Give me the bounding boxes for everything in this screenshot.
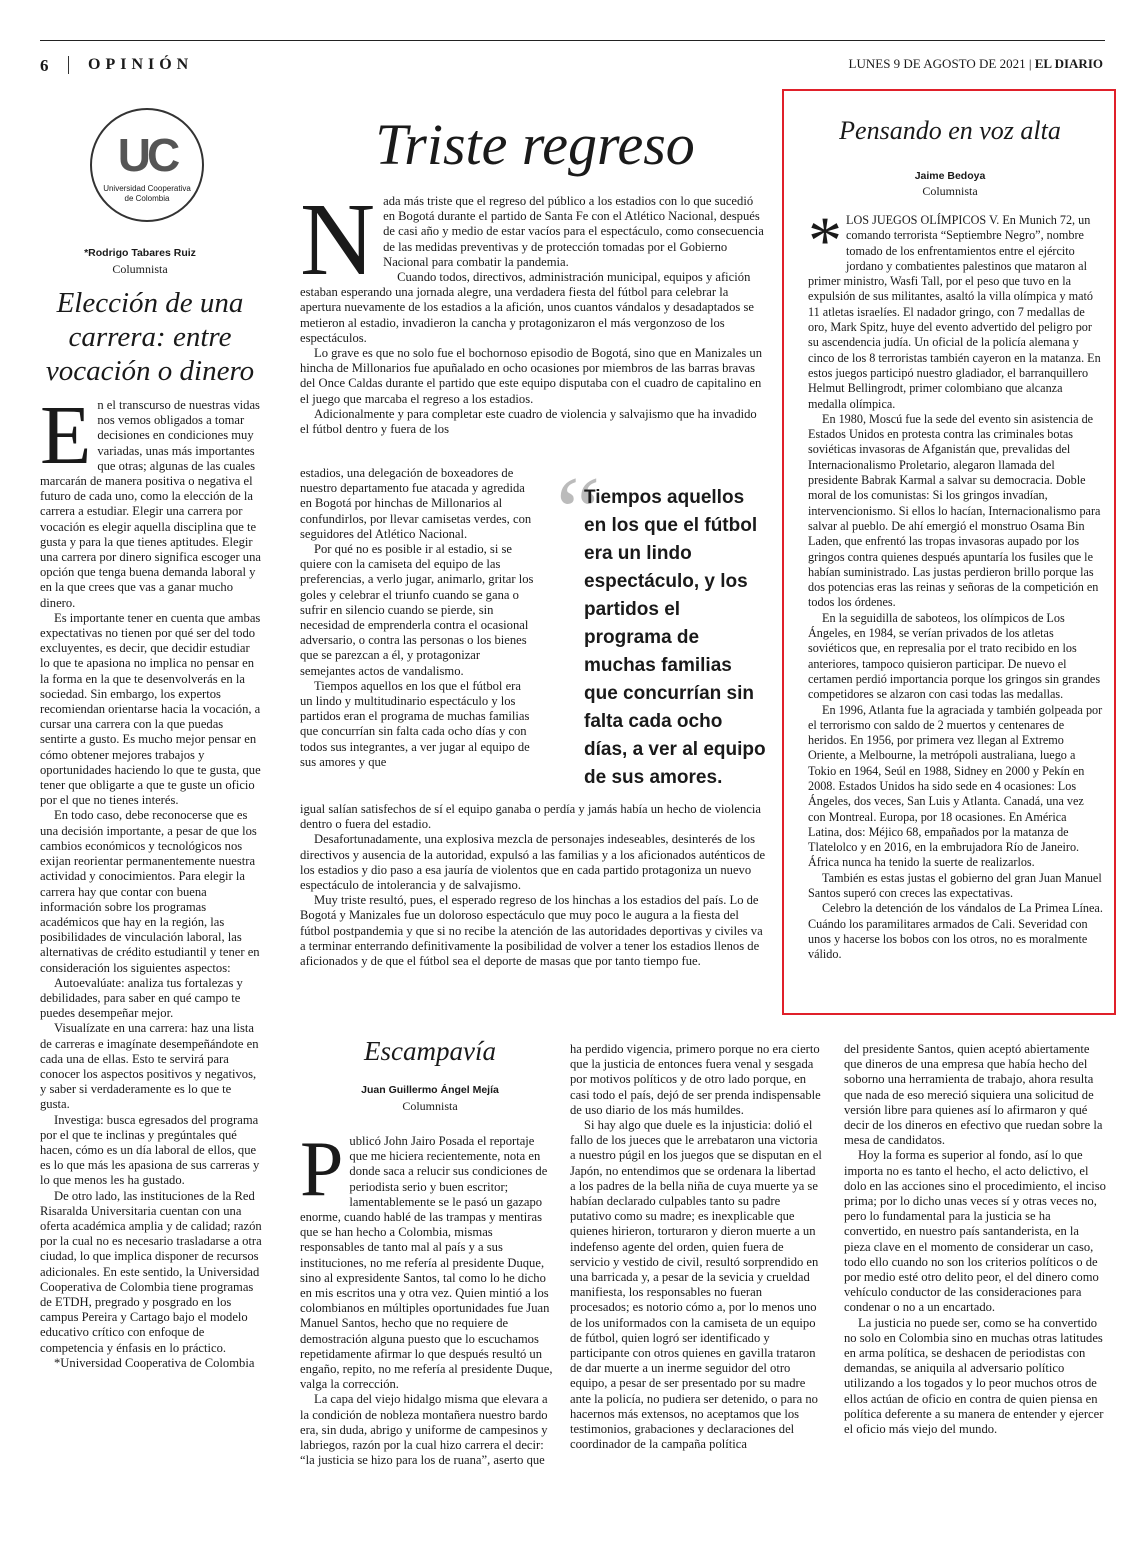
bottom-paragraph: La justicia no puede ser, como se ha convertido no solo en Colombia sino en muchas otras latitudes en arma política, se deshacen de periodistas con demandas, se aniquila al adversario político utilizando a los togados y lo peor muchos otros de ellos actúan de oficio en contra de quien piensa en política deferente a su manera de entender y ejercer el oficio más viejo del mundo. <box>844 1315 1104 1437</box>
bottom-paragraph: La capa del viejo hidalgo misma que elevara a la condición de nobleza montañera nuestro bardo era, sin duda, abrigo y uniforme de campesinos y labriegos, razón por la cual hizo carrera el decir: “la justicia se hizo para los de ruana”, aserto que <box>300 1392 548 1468</box>
asterisk-icon: * <box>808 202 842 278</box>
dateline: LUNES 9 DE AGOSTO DE 2021 | EL DIARIO <box>848 56 1103 71</box>
center-paragraph: Adicionalmente y para completar este cuadro de violencia y salvajismo que ha invadido el fútbol dentro y fuera de los <box>300 406 757 437</box>
right-paragraph: En 1980, Moscú fue la sede del evento sin asistencia de Estados Unidos en protesta contra las criminales botas soviéticas invasoras de Afganistán que, prevalidas del Internacionalismo Proletario, alegaron llamada del presidente Babrak Karmal a salvar su democracia. Doble moral de los comunistas: Si los gringos invadían, intervencionismo. Si ellos lo hacían, Internacionalismo para salvar al pueblo. De ahí emergió el monstruo Osama Bin Laden, que enfrentó las tropas invasoras aupado por los gringos contra quienes después apuntaría los fusiles que le habían suministrado. Las justas perdieron brillo porque las dos potencias eras las reinas y señoras de la competición en todos los órdenes. <box>808 411 1101 610</box>
center-dropcap: N <box>300 182 376 297</box>
left-paragraph: *Universidad Cooperativa de Colombia <box>54 1355 255 1370</box>
left-author: *Rodrigo Tabares Ruiz <box>84 247 196 259</box>
bottom-col-1 <box>300 1125 554 1468</box>
date: LUNES 9 DE AGOSTO DE 2021 <box>848 56 1026 71</box>
header-rule <box>40 40 1105 41</box>
logo-text-1: Universidad Cooperativa <box>103 184 191 193</box>
left-article <box>40 389 262 1371</box>
bottom-paragraph: ha perdido vigencia, primero porque no era cierto que la justicia de entonces fuera venal y sesgada por motivos políticos y de otro lado porque, en casi todo el país, dejó de ser prenda indispensable de uso diario de los más humildes. <box>570 1042 821 1117</box>
center-paragraph: Tiempos aquellos en los que el fútbol era un lindo y multitudinario espectáculo y los partidos eran el programa de muchas familias que concurrían sin falta cada ocho días y con todos sus integrantes, a ver jugar al equipo de sus amores y que <box>300 678 530 769</box>
center-paragraph: Desafortunadamente, una explosiva mezcla de personajes indeseables, desinterés de los directivos y ausencia de la autoridad, expulsó a las familias y a los aficionados auténticos de los estadios y dio paso a esa jauría de violentos que en cada partido protagoniza un nuevo espectáculo de intolerancia y de salvajismo. <box>300 832 766 893</box>
bottom-paragraph: ublicó John Jairo Posada el reportaje que me hiciera recientemente, nota en donde saca a relucir sus condiciones de periodista serio y buen escritor; lamentablemente se le pasó un gazapo enorme, cuando hablé de las trampas y mentiras que se han hecho a Colombia, mismas responsables de tanto mal al país y a sus instituciones, no me refería al presidente Duque, sino al expresidente Santos, tal como lo he dicho en mis escritos una y otra vez. Quien mintió a los colombianos en múltiples oportunidades fue Juan Manuel Santos, hecho que no requiere de demostración alguna puesto que lo escuchamos repetidamente afirmar lo que después resultó un engaño, repito, no me refería al presidente Duque, valga la corrección. <box>300 1134 553 1392</box>
center-paragraph: Lo grave es que no solo fue el bochornoso episodio de Bogotá, sino que en Manizales un hincha de Millonarios fue apuñalado en ocho ocasiones por miembros de las barras bravas del Once Caldas durante el partido que este equipo disputaba con el cuadro de capitalino en el juego que marcaba el regreso a los estadios. <box>300 346 763 406</box>
university-logo <box>90 108 204 222</box>
center-article-top <box>300 182 766 437</box>
left-paragraph: Investiga: busca egresados del programa por el que te inclinas y pregúntales qué hacen, cómo es un día laboral de ellos, que es lo que más les apasiona de sus carreras y lo que menos les ha gustado. <box>40 1112 260 1188</box>
newspaper-name: EL DIARIO <box>1034 56 1103 71</box>
bottom-dropcap: P <box>300 1125 344 1212</box>
center-article-mid <box>300 466 536 770</box>
logo-text-2: de Colombia <box>124 194 170 203</box>
section-title: OPINIÓN <box>88 56 194 73</box>
bottom-paragraph: Hoy la forma es superior al fondo, así lo que importa no es tanto el hecho, el acto delictivo, el dolo en las acciones sino el procedimiento, el inciso prima; por lo dicho unas veces sí y otras veces no, pero lo fundamental para la justicia se ha convertido, en nuestro país santanderista, en la pieza clave en el momento de considerar un caso, todo ello cuando no son los criterios políticos o de por medio esté otro delito peor, el del dinero como vehículo conductor de las consideraciones para condenar o no a un encartado. <box>844 1148 1106 1315</box>
bottom-col-2 <box>570 1042 824 1452</box>
center-paragraph: Cuando todos, directivos, administración municipal, equipos y afición estaban esperando una jornada alegre, una verdadera fiesta del fútbol para celebrar la apertura nuevamente de los estadios a la afición, unos cuantos vándalos y desadaptados se metieron al estadio, invadieron la cancha y protagonizaron el más vergonzoso de los espectáculos. <box>300 270 754 345</box>
right-role: Columnista <box>922 184 978 198</box>
center-title: Triste regreso <box>375 112 695 177</box>
bottom-title: Escampavía <box>364 1036 496 1066</box>
right-author: Jaime Bedoya <box>914 170 986 182</box>
left-paragraph: En todo caso, debe reconocerse que es una decisión importante, a pesar de que los cambios económicos y tecnológicos nos exijan reorientar permanentemente nuestra actividad y conocimientos. Para elegir la carrera hay que contar con buena información sobre los programas académicos que hay en la región, las posibilidades de vinculación laboral, las alternativas de crédito estudiantil y tener en consideración los siguientes aspectos: <box>40 808 260 975</box>
left-paragraph: De otro lado, las instituciones de la Red Risaralda Universitaria cuentan con una oferta académica amplia y de calidad; razón por la cual no es necesario trasladarse a otra ciudad, lo que implica disponer de recursos adicionales. En este sentido, la Universidad Cooperativa de Colombia tiene programas de ETDH, pregrado y posgrado en los campus Pereira y Cartago bajo el modelo educativo crítico con enfoque de competencia y énfasis en lo práctico. <box>40 1188 262 1355</box>
right-paragraph: Celebro la detención de los vándalos de La Primea Línea. Cuándo los paramilitares armados de Cali. Severidad con unos y hacerse los bobos con los otros, no es moralmente válido. <box>808 901 1103 962</box>
bottom-paragraph: del presidente Santos, quien aceptó abiertamente que dineros de una empresa que había hecho del soborno una herramienta de trabajo, ahora resulta que nada de eso mereció siquiera una solicitud de versión libre para quienes así lo afirmaron y qué decir de los dineros en efectivo que ruedan sobre la mesa de candidatos. <box>844 1042 1103 1148</box>
center-article-bottom <box>300 802 766 969</box>
bottom-paragraph: Si hay algo que duele es la injusticia: dolió el fallo de los jueces que le arrebataron una victoria a nuestro púgil en los juegos que se disputan en el Japón, no entendimos que se ordenara la libertad a los padres de la bella niña de cuya muerte ya se habían declarado culpables tanto su padre putativo como su madre; es inexplicable que quienes hirieron, torturaron y dieron muerte a un indefenso agente del orden, quien fuera de servicio y vestido de civil, resultó sorprendido en una barricada y, a pesar de la sevicia y crueldad manifiesta, los responsables no fueran procesados; es notorio cómo a, por lo menos uno de los uniformados con la camiseta de un equipo de fútbol, quien logró ser identificado y participante con otros quienes en gavilla trataron de dar muerte a un inerme seguidor del otro equipo, a pesar de ser presentado por su madre ante la policía, no pudiera ser detenido, o para no hacernos más extensos, no aceptamos que los testimonios, grabaciones y declaraciones del coordinador de la campaña política <box>570 1118 822 1452</box>
bottom-role: Columnista <box>402 1099 458 1113</box>
center-paragraph: estadios, una delegación de boxeadores de nuestro departamento fue atacada y agredida en Bogotá por hinchas de Millonarios al confundirlos, por llevar camisetas verdes, con seguidores del Atlético Nacional. <box>300 466 532 541</box>
left-paragraph: Autoevalúate: analiza tus fortalezas y debilidades, para saber en qué campo te puedes desempeñar mejor. <box>40 975 243 1021</box>
left-dropcap: E <box>40 389 92 482</box>
left-paragraph: Visualízate en una carrera: haz una lista de carreras e imagínate desempeñándote en cada una de ellas. Esto te servirá para conocer los aspectos positivos y negativos, y saber si verdaderamente es lo que te gusta. <box>40 1021 259 1112</box>
center-paragraph: Por qué no es posible ir al estadio, si se quiere con la camiseta del equipo de las preferencias, a verlo jugar, animarlo, gritar los goles y celebrar el triunfo cuando se gana o sufrir en silencio cuando se pierde, sin necesidad de emprenderla contra el ocasional adversario, o contra las personas o los bienes que se parezcan a él, y protagonizar semejantes actos de vandalismo. <box>300 542 534 678</box>
pull-quote-mark: “ <box>556 456 601 567</box>
pull-quote: Tiempos aquellos en los que el fútbol era un lindo espectáculo, y los partidos el programa de muchas familias que concurrían sin falta cada ocho días, a ver al equipo de sus amores. <box>584 487 766 788</box>
left-role: Columnista <box>112 262 168 276</box>
page-number: 6 <box>40 56 49 75</box>
left-title: Elección de una carrera: entre vocación o dinero <box>45 287 255 387</box>
logo-mark: UC <box>117 129 177 181</box>
left-paragraph: n el transcurso de nuestras vidas nos vemos obligados a tomar decisiones en condiciones muy variadas, unas más importantes que otras; algunas de las cuales marcarán de manera positiva o negativa el futuro de cada uno, como la elección de la carrera a estudiar. Elegir una carrera por vocación es elegir aquella disciplina que te gusta y para la que tienes aptitudes. Elegir una carrera por dinero significa escoger una opción que tenga buena demanda laboral y en la que crees que vas a ganar mucho dinero. <box>40 398 261 610</box>
center-paragraph: igual salían satisfechos de sí el equipo ganaba o perdía y jamás había un hecho de violencia dentro o fuera del estadio. <box>300 802 761 832</box>
right-paragraph: LOS JUEGOS OLÍMPICOS V. En Munich 72, un comando terrorista “Septiembre Negro”, nombre tomado de los enfrentamientos entre el ejército jordano y combatientes palestinos que mataron al primer ministro, Wasfi Tall, por el peso que tuvo en la expulsión de sus militantes, asaltó la villa olímpica y mató 11 atletas israelíes. El nadador gringo, con 7 medallas de oro, Mark Spitz, huye del evento advertido del peligro por su ascendencia judía. Un oficial de la policía alemana y cinco de los 8 terroristas también cayeron en la matanza. En estos juegos participó nuestro gladiador, el barranquillero Helmut Bellingrodt, primer colombiano que alcanza medalla olímpica. <box>808 213 1101 411</box>
right-article <box>808 202 1103 963</box>
right-paragraph: También es estas justas el gobierno del gran Juan Manuel Santos superó con creces las expectativas. <box>808 870 1102 901</box>
right-paragraph: En 1996, Atlanta fue la agraciada y también golpeada por el terrorismo con saldo de 2 muertos y centenares de heridos. En 1956, por primera vez llegan al Extremo Oriente, a Melbourne, la metrópoli australiana, luego a Tokio en 1964, Seúl en 1988, Sidney en 2000 y Pekín en 2008. Estados Unidos ha sido sede en 4 ocasiones: Los Ángeles, dos veces, San Luis y Atlanta. Canadá, una vez con Montreal. Europa, por 18 ocasiones. En América Latina, dos: Méjico 68, empañados por la matanza de Tlatelolco y en 2016, en la embrujadora Río de Janeiro. África nunca ha tenido la suerte de realizarlos. <box>808 702 1103 870</box>
center-paragraph: ada más triste que el regreso del público a los estadios con lo que sucedió en Bogotá durante el partido de Santa Fe con el Atlético Nacional, después de casi año y medio de estar vacíos para el espectáculo, como consecuencia de las medidas preventivas y de protección tomadas por el Gobierno Nacional para combatir la pandemia. <box>383 194 764 269</box>
left-paragraph: Es importante tener en cuenta que ambas expectativas no tienen por qué ser del todo excluyentes, es decir, que decidir estudiar lo que te apasiona no implica no pensar en la forma en la que te desenvolverás en la sociedad. Sin embargo, los expertos recomiendan orientarse hacia la vocación, a cursar una carrera con la que puedas sentirte a gusto. Es mucho mejor pensar en cómo obtener mejores trabajos y oportunidades haciendo lo que te gusta, que tener que obligarte a que te guste un oficio por el que no tienes interés. <box>40 610 261 808</box>
right-title: Pensando en voz alta <box>839 116 1061 145</box>
right-paragraph: En la seguidilla de saboteos, los olímpicos de Los Ángeles, en 1984, se verían privados de los atletas soviéticos que, en represalia por el trato recibido en los anteriores, tampoco quisieron participar. De nuevo el certamen perdió importancia porque los gringos sin grandes competidores se alzaron con casi todas las medallas. <box>808 610 1101 702</box>
bottom-col-3 <box>844 1042 1106 1437</box>
center-paragraph: Muy triste resultó, pues, el esperado regreso de los hinchas a los estadios del país. Lo de Bogotá y Manizales fue un doloroso espectáculo que muy poco le augura a la fiesta del fútbol postpandemia y que si no recibe la atención de las autoridades deportivas y civiles va a terminar enterrando definitivamente la posibilidad de volver a tener los estadios llenos de aficionados y de que el fútbol sea el deporte de masas que por tanto tiempo fue. <box>300 893 763 969</box>
header-separator <box>68 56 69 74</box>
bottom-author: Juan Guillermo Ángel Mejía <box>361 1084 499 1096</box>
